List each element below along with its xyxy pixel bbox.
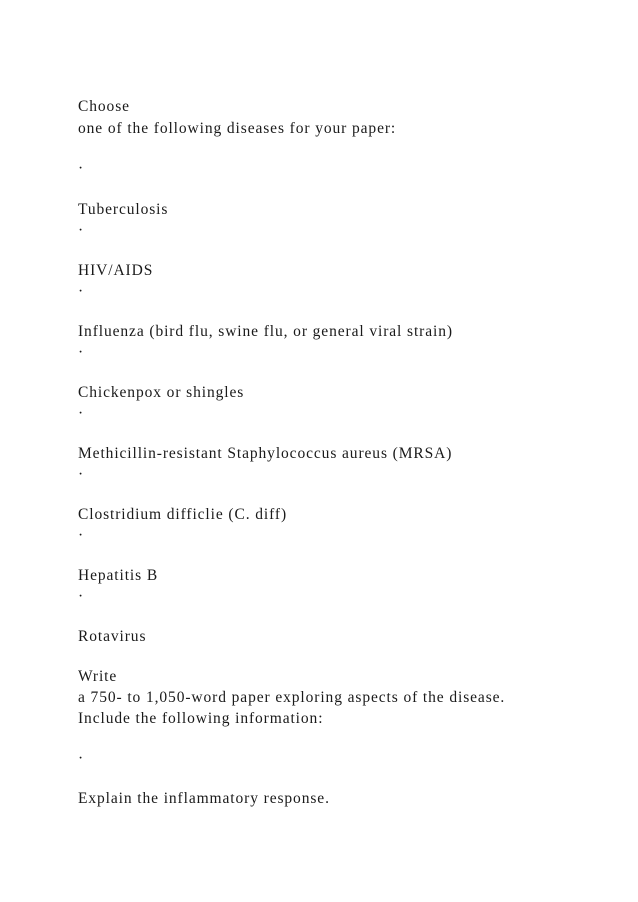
bullet-marker: · — [78, 588, 84, 605]
bullet-marker: · — [78, 160, 84, 177]
disease-item-c-diff: Clostridium difficlie (C. diff) — [78, 506, 288, 523]
disease-item-rotavirus: Rotavirus — [78, 628, 147, 645]
bullet-marker: · — [78, 466, 84, 483]
bullet-marker: · — [78, 222, 84, 239]
bullet-marker: · — [78, 750, 84, 767]
intro-line-2: one of the following diseases for your paper: — [78, 120, 397, 137]
disease-item-influenza: Influenza (bird flu, swine flu, or general viral strain) — [78, 323, 453, 340]
write-line-1: Write — [78, 668, 118, 685]
intro-line-1: Choose — [78, 98, 130, 115]
disease-item-mrsa: Methicillin-resistant Staphylococcus aureus (MRSA) — [78, 445, 453, 462]
requirement-item-inflammatory-response: Explain the inflammatory response. — [78, 790, 330, 807]
write-line-3: Include the following information: — [78, 710, 324, 727]
disease-item-tuberculosis: Tuberculosis — [78, 201, 169, 218]
bullet-marker: · — [78, 344, 84, 361]
bullet-marker: · — [78, 283, 84, 300]
disease-item-hiv-aids: HIV/AIDS — [78, 262, 154, 279]
disease-item-chickenpox: Chickenpox or shingles — [78, 384, 245, 401]
bullet-marker: · — [78, 405, 84, 422]
bullet-marker: · — [78, 527, 84, 544]
disease-item-hepatitis-b: Hepatitis B — [78, 567, 159, 584]
write-line-2: a 750- to 1,050-word paper exploring aspects of the disease. — [78, 689, 506, 706]
